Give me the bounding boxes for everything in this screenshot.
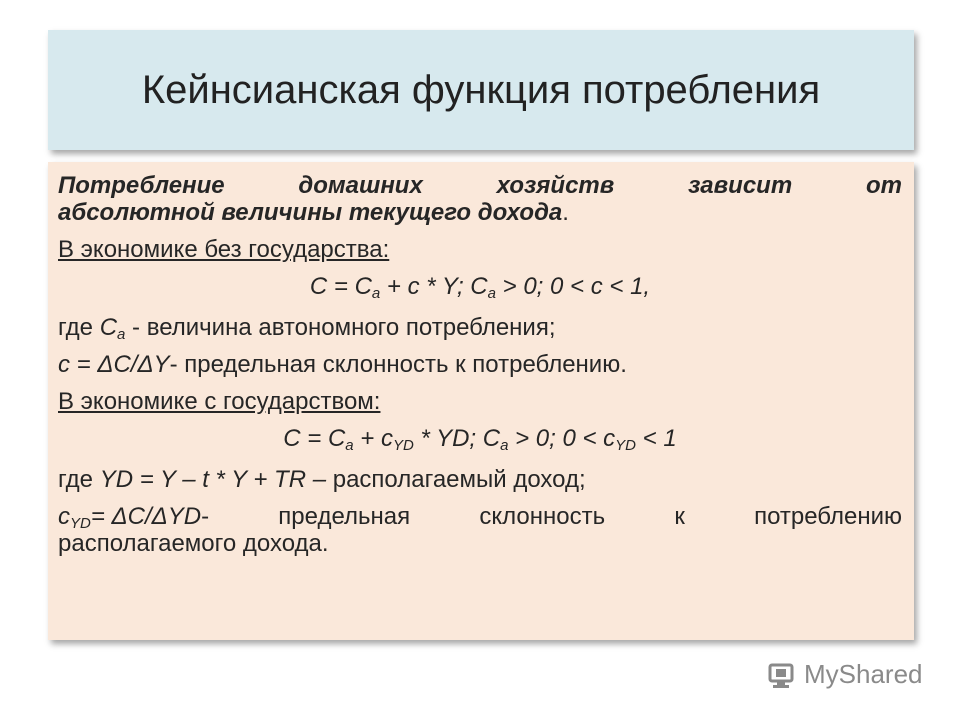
where1-sub: a xyxy=(117,326,126,343)
where1-symbol: C xyxy=(99,314,118,341)
watermark-text: MyShared xyxy=(804,658,923,689)
mpc-yd-formula-group xyxy=(58,503,201,530)
content-box xyxy=(48,162,914,640)
formula2-sub: a xyxy=(345,437,354,454)
mpc-yd-line-2: располагаемого дохода. xyxy=(58,530,329,557)
formula1-part: > 0; 0 < c < 1, xyxy=(495,273,651,300)
mpc-yd-symbol: c xyxy=(58,503,70,530)
formula1-sub: a xyxy=(371,285,381,302)
no-gov-heading: В экономике без государства: xyxy=(58,236,390,263)
intro-paragraph xyxy=(58,172,902,226)
where1-part: где xyxy=(58,314,100,341)
formula2-part: > 0; 0 < c xyxy=(508,425,616,452)
intro-word-1: Потребление xyxy=(58,172,225,199)
mpc-yd-text: - предельная склонность к потреблению xyxy=(201,503,902,530)
formula1-part: C = C xyxy=(309,273,372,300)
formula2-sub: a xyxy=(500,437,509,454)
mpc-text: - предельная склонность к потреблению. xyxy=(169,351,627,378)
intro-period: . xyxy=(562,199,569,226)
where1-part: - величина автономного потребления; xyxy=(125,314,556,341)
where-autonomous xyxy=(58,314,902,341)
formula2-sub: YD xyxy=(615,437,637,454)
formula2-part: * YD; C xyxy=(413,425,501,452)
intro-line-2 xyxy=(58,199,902,226)
mpc-yd-definition xyxy=(58,503,902,557)
formula2-sub: YD xyxy=(393,437,414,454)
formula2-part: C = C xyxy=(283,425,346,452)
intro-word-3: хозяйств xyxy=(496,172,615,199)
intro-line-2-text: абсолютной величины текущего дохода xyxy=(58,199,563,226)
gov-heading: В экономике с государством: xyxy=(58,388,381,415)
title-box xyxy=(48,30,914,150)
content-body xyxy=(58,172,902,567)
mpc-definition xyxy=(58,351,902,378)
formula-no-gov xyxy=(58,273,902,300)
formula1-part: + c * Y; C xyxy=(380,273,488,300)
intro-line-1 xyxy=(58,172,902,199)
formula2-part: + c xyxy=(353,425,393,452)
formula1-sub: a xyxy=(487,285,496,302)
formula-gov xyxy=(58,425,902,452)
where2-formula: YD = Y – t * Y + TR – xyxy=(99,466,327,493)
mpc-yd-sub: YD xyxy=(70,515,91,532)
slide-title: Кейнсианская функция потребления xyxy=(141,67,821,112)
mpc-formula: c = ΔC/ΔY xyxy=(58,351,170,378)
mpc-yd-line-1 xyxy=(58,503,902,530)
where2-part: где xyxy=(58,466,100,493)
intro-word-4: зависит xyxy=(688,172,793,199)
mpc-yd-formula: = ΔC/ΔYD xyxy=(90,503,202,530)
watermark xyxy=(768,656,923,692)
formula2-part: < 1 xyxy=(636,425,677,452)
where2-part: располагаемый доход; xyxy=(326,466,586,493)
intro-word-2: домашних xyxy=(298,172,423,199)
myshared-logo-icon xyxy=(768,659,798,689)
intro-word-5: от xyxy=(865,172,902,199)
where-disposable-income xyxy=(58,466,902,493)
